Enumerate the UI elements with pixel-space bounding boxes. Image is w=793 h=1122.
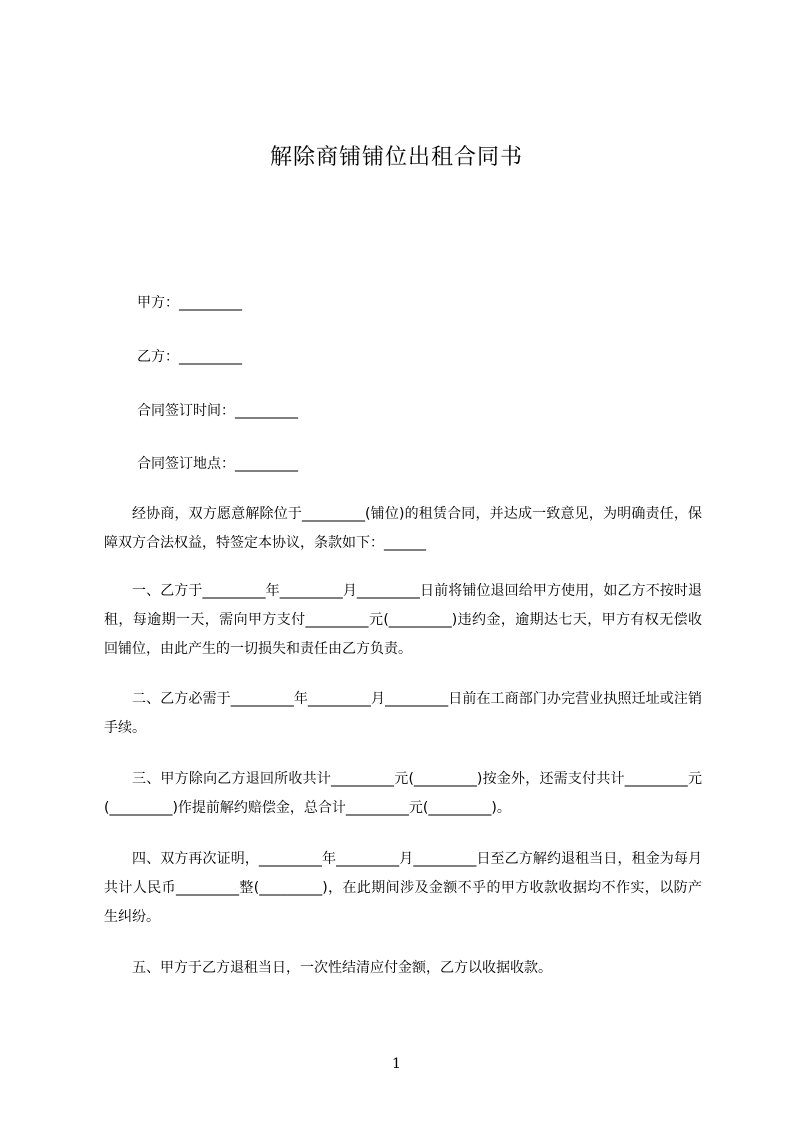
party-a-field: 甲方：_________ xyxy=(137,295,242,311)
intro-paragraph: 经协商，双方愿意解除位于_________(铺位)的租赁合同，并达成一致意见，为明确责任，保障双方合法权益，特签定本协议，条款如下：______ xyxy=(104,506,702,551)
clause-2-paragraph: 二、乙方必需于_________年_________月_________日前在工商部门办完营业执照迁址或注销手续。 xyxy=(104,691,702,736)
clause-3-paragraph: 三、甲方除向乙方退回所收共计_________元(_________)按金外，还需支付共计_________元(_________)作提前解约赔偿金，总合计_________元(_________)。 xyxy=(104,771,702,816)
sign-time-field: 合同签订时间：_________ xyxy=(137,403,298,419)
document-title: 解除商铺铺位出租合同书 xyxy=(269,145,523,170)
sign-place-field: 合同签订地点：_________ xyxy=(137,456,298,472)
clause-1-paragraph: 一、乙方于_________年_________月_________日前将铺位退回给甲方使用，如乙方不按时退租，每逾期一天，需向甲方支付_________元(_________)违约金，逾期达七天，甲方有权无偿收回铺位，由此产生的一切损失和责任由乙方负责。 xyxy=(104,583,702,657)
party-b-field: 乙方：_________ xyxy=(137,349,242,365)
page-number: 1 xyxy=(392,1056,401,1072)
clause-4-paragraph: 四、双方再次证明，_________年_________月_________日至乙方解约退租当日，租金为每月共计人民币_________整(_________)，在此期间涉及金额不乎的甲方收款收据均不作实，以防产生纠纷。 xyxy=(104,851,702,925)
clause-5-paragraph: 五、甲方于乙方退租当日，一次性结清应付金额，乙方以收据收款。 xyxy=(132,960,552,976)
